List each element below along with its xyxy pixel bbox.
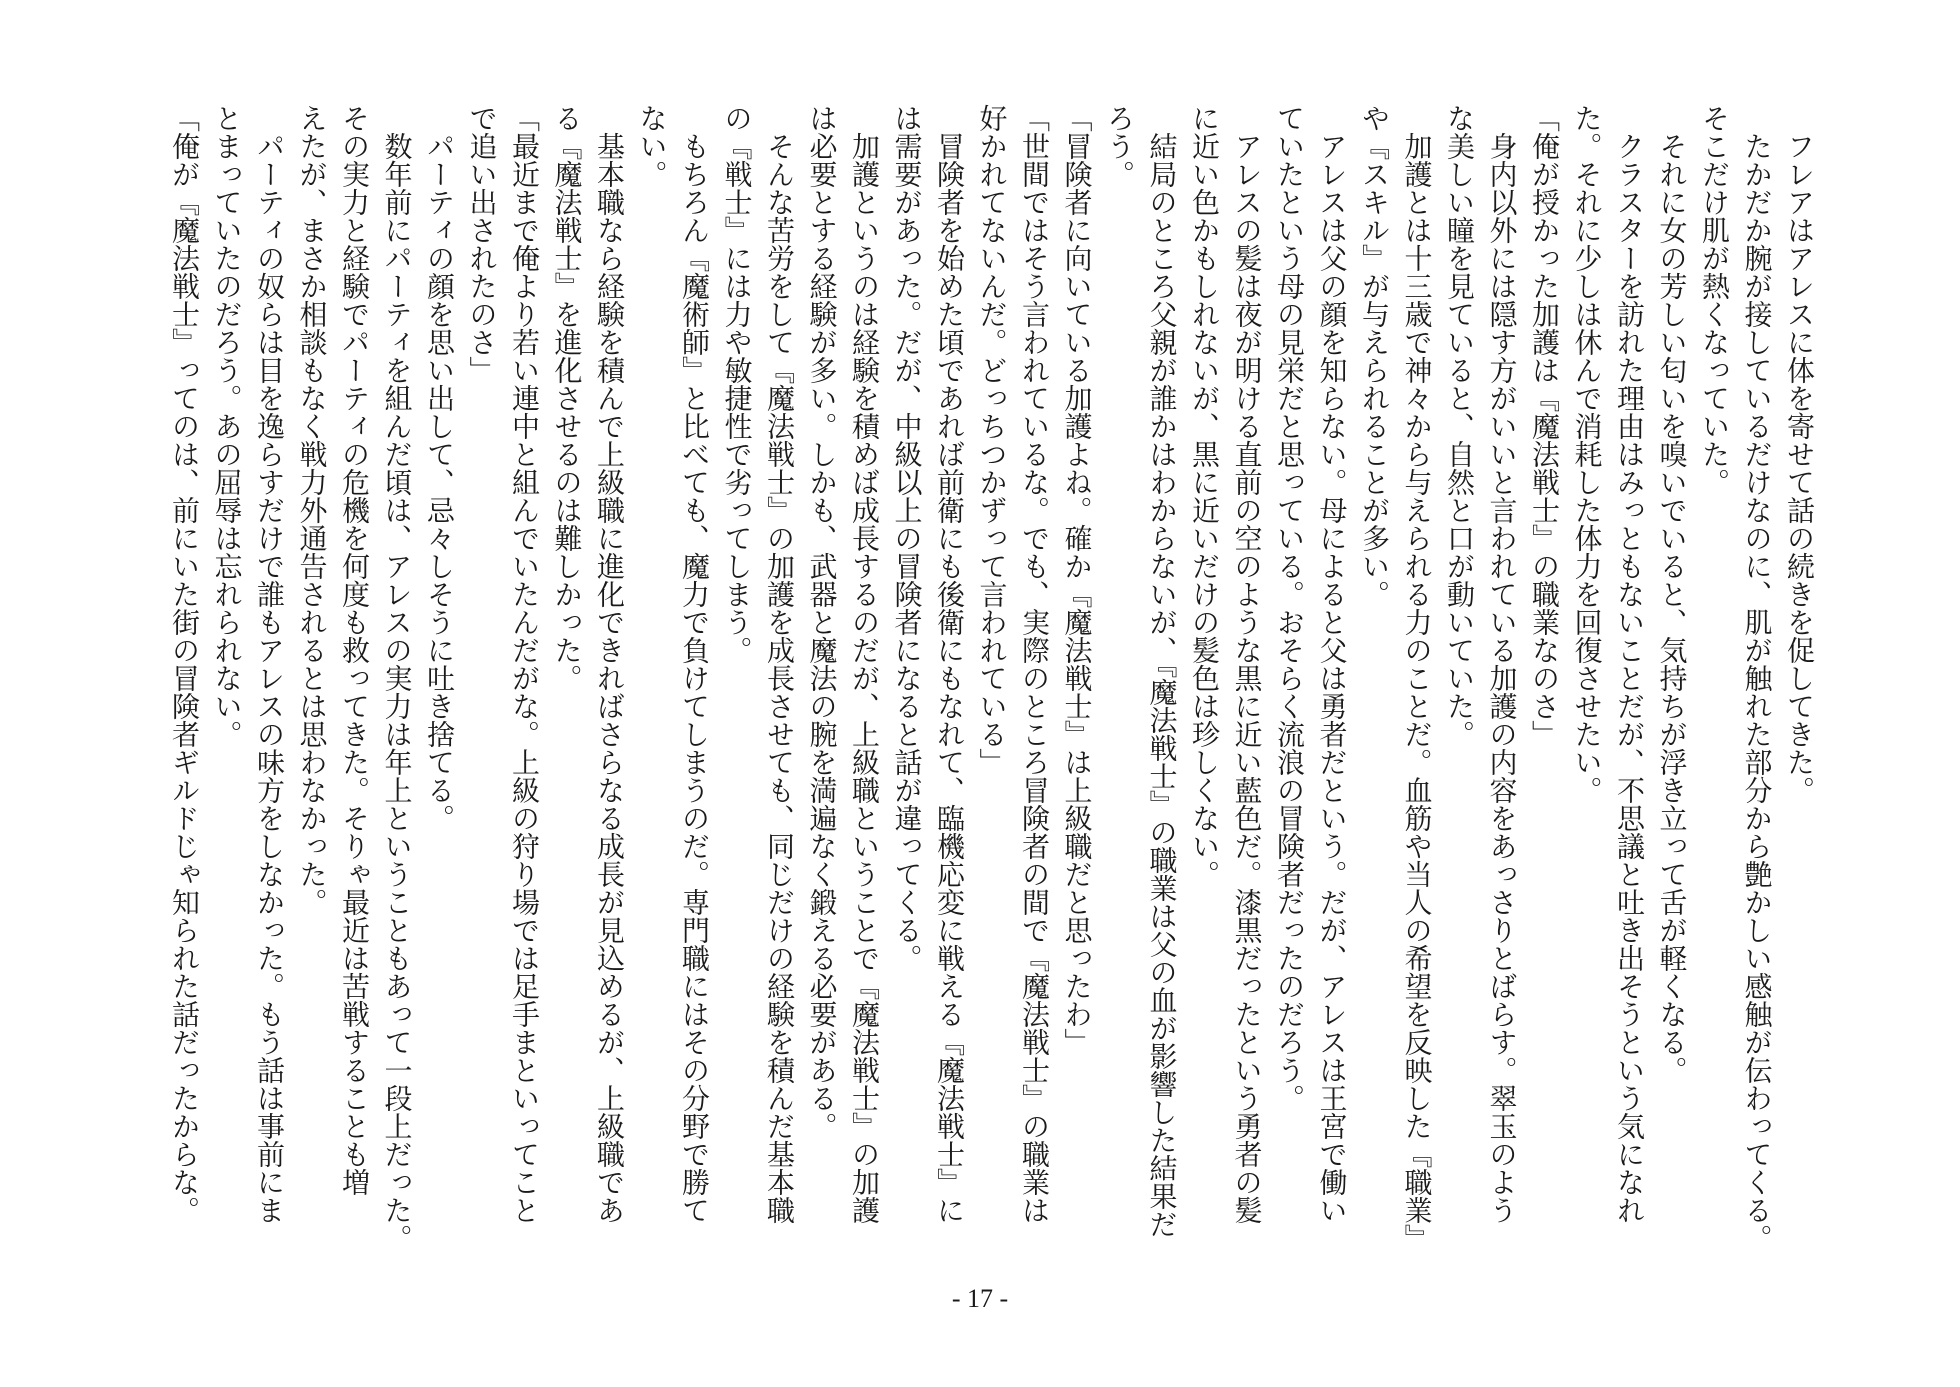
text-line: る『魔法戦士』を進化させるのは難しかった。	[550, 104, 584, 692]
text-line: 「最近まで俺より若い連中と組んでいたんだがな。上級の狩り場では足手まといってこと	[508, 104, 541, 1224]
text-line: そこだけ肌が熱くなっていた。	[1698, 104, 1731, 496]
vertical-text-body	[163, 104, 1821, 1264]
text-line: に近い色かもしれないが、黒に近いだけの髪色は珍しくない。	[1188, 104, 1221, 888]
text-line: は需要があった。だが、中級以上の冒険者になると話が違ってくる。	[890, 104, 924, 972]
text-line: フレアはアレスに体を寄せて話の続きを促してきた。	[1783, 104, 1816, 804]
text-line: ていたという母の見栄だと思っている。おそらく流浪の冒険者だったのだろう。	[1273, 104, 1306, 1112]
text-line: 「俺が授かった加護は『魔法戦士』の職業なのさ」	[1528, 104, 1561, 748]
text-line: 加護とは十三歳で神々から与えられる力のことだ。血筋や当人の希望を反映した『職業』	[1400, 104, 1434, 1252]
text-line: その実力と経験でパーティの危機を何度も救ってきた。そりゃ最近は苦戦することも増	[338, 104, 371, 1196]
text-line: 「俺が『魔法戦士』ってのは、前にいた街の冒険者ギルドじゃ知られた話だったからな。	[168, 104, 201, 1224]
text-line: な美しい瞳を見ていると、自然と口が動いていた。	[1443, 104, 1476, 748]
text-line: 結局のところ父親が誰かはわからないが、『魔法戦士』の職業は父の血が影響した結果だ	[1145, 104, 1179, 1238]
text-line: ろう。	[1103, 104, 1136, 188]
text-line: 基本職なら経験を積んで上級職に進化できればさらなる成長が見込めるが、上級職であ	[593, 104, 626, 1224]
text-line: 加護というのは経験を積めば成長するのだが、上級職ということで『魔法戦士』の加護	[848, 104, 881, 1224]
text-line: で追い出されたのさ」	[465, 104, 499, 384]
text-line: もちろん『魔術師』と比べても、魔力で負けてしまうのだ。専門職にはその分野で勝て	[678, 104, 711, 1224]
text-line: パーティの顔を思い出して、忌々しそうに吐き捨てる。	[423, 104, 456, 832]
text-line: は必要とする経験が多い。しかも、武器と魔法の腕を満遍なく鍛える必要がある。	[805, 104, 839, 1140]
text-line: クラスターを訪れた理由はみっともないことだが、不思議と吐き出そうという気になれ	[1613, 104, 1646, 1224]
text-line: アレスの髪は夜が明ける直前の空のような黒に近い藍色だ。漆黒だったという勇者の髪	[1230, 104, 1264, 1224]
text-line: や『スキル』が与えられることが多い。	[1358, 104, 1391, 608]
text-line: えたが、まさか相談もなく戦力外通告されるとは思わなかった。	[295, 104, 329, 916]
text-line: 身内以外には隠す方がいいと言われている加護の内容をあっさりとばらす。翠玉のよう	[1485, 104, 1519, 1224]
text-line: アレスは父の顔を知らない。母によると父は勇者だという。だが、アレスは王宮で働い	[1315, 104, 1349, 1224]
page-number: - 17 -	[951, 1284, 1009, 1313]
text-line: 数年前にパーティを組んだ頃は、アレスの実力は年上ということもあって一段上だった。	[380, 104, 414, 1252]
text-line: とまっていたのだろう。あの屈辱は忘れられない。	[210, 104, 244, 748]
text-line: 「世間ではそう言われているな。でも、実際のところ冒険者の間で『魔法戦士』の職業は	[1018, 104, 1051, 1224]
text-line: パーティの奴らは目を逸らすだけで誰もアレスの味方をしなかった。もう話は事前にま	[253, 104, 286, 1224]
text-line: ない。	[635, 104, 669, 188]
text-line: た。それに少しは休んで消耗した体力を回復させたい。	[1570, 104, 1604, 804]
text-line: 冒険者を始めた頃であれば前衛にも後衛にもなれて、臨機応変に戦える『魔法戦士』に	[933, 104, 966, 1224]
text-line: 好かれてないんだ。どっちつかずって言われている」	[975, 104, 1009, 776]
text-line: それに女の芳しい匂いを嗅いでいると、気持ちが浮き立って舌が軽くなる。	[1655, 104, 1689, 1084]
text-line: 「冒険者に向いている加護よね。確か『魔法戦士』は上級職だと思ったわ」	[1060, 104, 1094, 1056]
text-line: たかだか腕が接しているだけなのに、肌が触れた部分から艶かしい感触が伝わってくる。	[1740, 104, 1774, 1252]
text-line: そんな苦労をして『魔法戦士』の加護を成長させても、同じだけの経験を積んだ基本職	[763, 104, 796, 1224]
text-line: の『戦士』には力や敏捷性で劣ってしまう。	[720, 104, 754, 664]
